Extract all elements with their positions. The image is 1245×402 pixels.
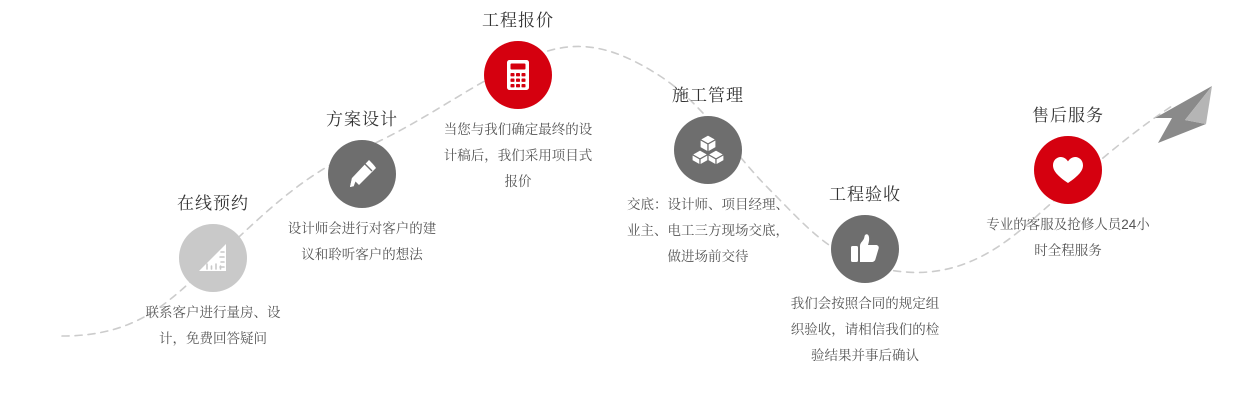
pen-icon bbox=[328, 140, 396, 208]
step-6-description: 专业的客服及抢修人员24小时全程服务 bbox=[986, 217, 1150, 258]
step-4-title: 施工管理 bbox=[672, 86, 744, 105]
thumbs-up-icon bbox=[831, 215, 899, 283]
step-3-description: 当您与我们确定最终的设计稿后，我们采用项目式报价 bbox=[443, 122, 593, 189]
step-2-title: 方案设计 bbox=[326, 110, 398, 129]
step-6-after-sales-service[interactable] bbox=[968, 104, 1168, 264]
heart-icon bbox=[1034, 136, 1102, 204]
step-3-title: 工程报价 bbox=[482, 11, 554, 30]
step-5-title: 工程验收 bbox=[829, 185, 901, 204]
step-4-description: 交底：设计师、项目经理、业主、电工三方现场交底，做进场前交待 bbox=[627, 197, 789, 264]
step-6-title: 售后服务 bbox=[1032, 106, 1104, 125]
step-5-description: 我们会按照合同的规定组织验收，请相信我们的检验结果并事后确认 bbox=[790, 296, 940, 363]
ruler-icon bbox=[179, 224, 247, 292]
step-1-description: 联系客户进行量房、设计，免费回答疑问 bbox=[145, 305, 281, 346]
step-5-project-acceptance[interactable] bbox=[765, 183, 965, 369]
step-3-project-quotation[interactable] bbox=[418, 9, 618, 195]
calculator-icon bbox=[484, 41, 552, 109]
step-2-description: 设计师会进行对客户的建议和聆听客户的想法 bbox=[287, 221, 437, 262]
step-1-title: 在线预约 bbox=[177, 194, 249, 213]
blocks-icon bbox=[674, 116, 742, 184]
